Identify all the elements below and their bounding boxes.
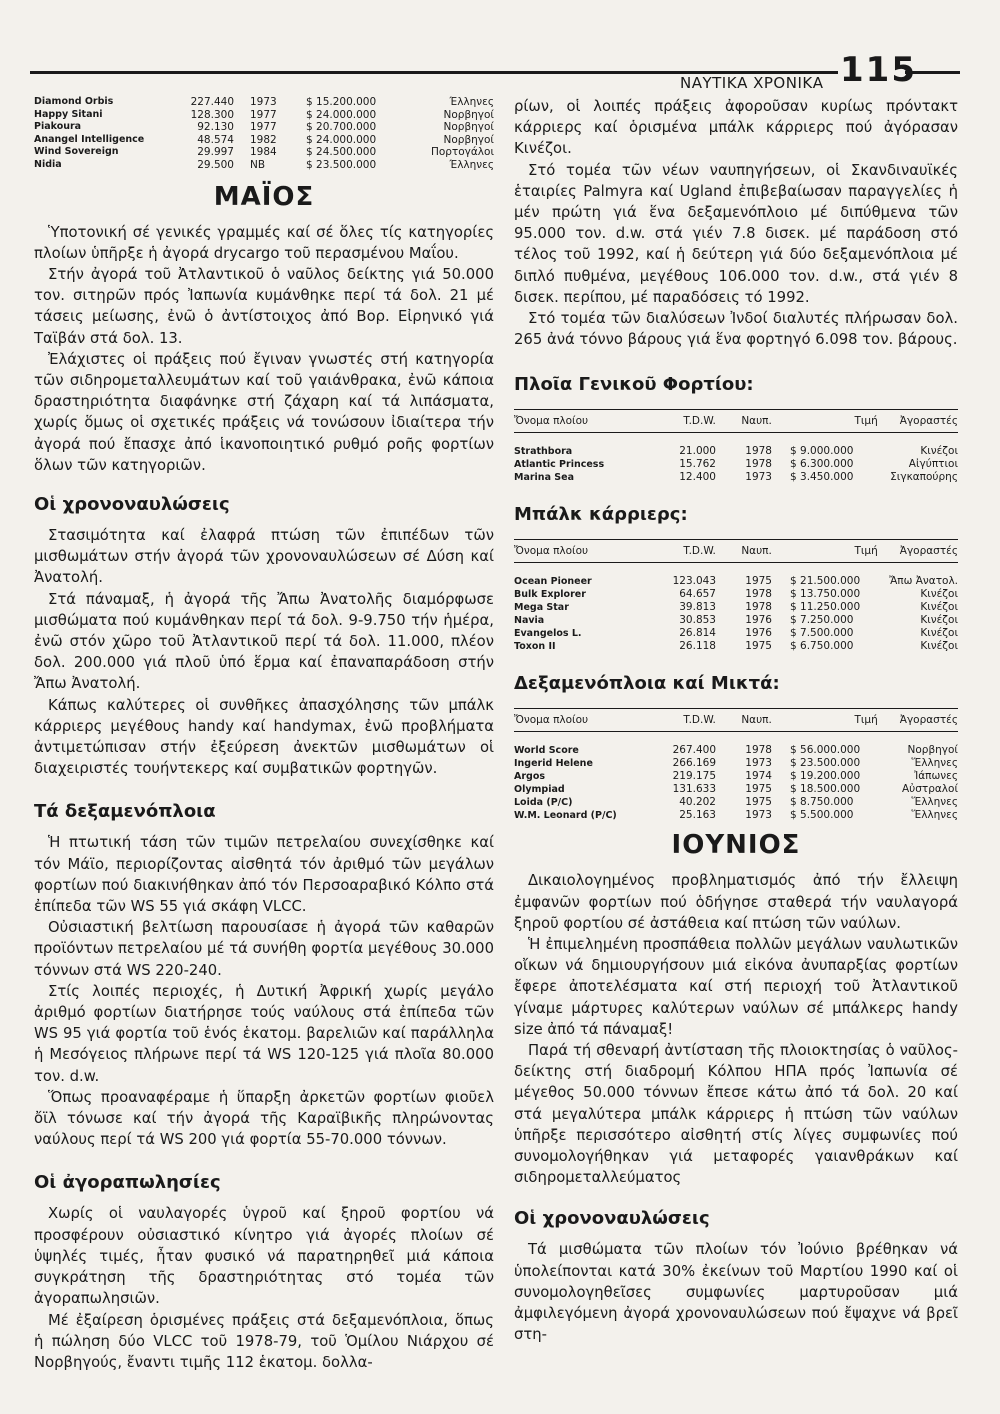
bulk-table bbox=[514, 539, 958, 653]
ship-name: W.M. Leonard (P/C) bbox=[514, 810, 617, 822]
ship-buyer: Νορβηγοί bbox=[907, 744, 958, 757]
paragraph: Ὅπως προαναφέραμε ἡ ὕπαρξη ἀρκετῶν φορτίων φιοῦελ ὄϊλ τόνωσε καί τήν ἀγορά τῆς Καραϊβικῆς πληρώνοντας ναύλους περί τά WS 200 γιά φορτία 55-70.000 τόννων. bbox=[34, 1088, 494, 1149]
ship-buyer: Κινέζοι bbox=[920, 445, 958, 458]
ship-dwt: 131.633 bbox=[672, 783, 716, 796]
page-number: 115 bbox=[840, 50, 917, 90]
top-sales-table bbox=[34, 96, 494, 172]
ship-buyer: Νορβηγοί bbox=[443, 133, 494, 146]
header-price: Τιμή bbox=[854, 415, 878, 428]
ship-year: 1973 bbox=[745, 809, 772, 822]
ship-price: $ 18.500.000 bbox=[790, 783, 861, 796]
ship-buyer: Έλληνες bbox=[449, 96, 494, 108]
table-row bbox=[514, 796, 958, 809]
header-price: Τιμή bbox=[854, 714, 878, 727]
ship-name: Toxon II bbox=[514, 641, 556, 653]
ship-price: $ 23.500.000 bbox=[306, 158, 377, 171]
ship-dwt: 128.300 bbox=[190, 108, 234, 121]
ship-buyer: Κινέζοι bbox=[920, 614, 958, 627]
ship-dwt: 267.400 bbox=[672, 744, 716, 757]
ship-buyer: Έλληνες bbox=[449, 158, 494, 171]
ship-name: Evangelos L. bbox=[514, 628, 582, 640]
tankers-heading: Τά δεξαμενόπλοια bbox=[34, 801, 216, 823]
ship-price: $ 13.750.000 bbox=[790, 588, 861, 601]
right-column bbox=[514, 96, 958, 1346]
ship-buyer: Κινέζοι bbox=[920, 601, 958, 614]
table-row bbox=[34, 121, 494, 134]
table-row bbox=[34, 109, 494, 122]
ship-dwt: 12.400 bbox=[679, 471, 716, 484]
ship-buyer: Ἕλληνες bbox=[911, 757, 958, 770]
table-row bbox=[514, 809, 958, 822]
ship-dwt: 26.118 bbox=[679, 640, 716, 653]
ship-name: Olympiad bbox=[514, 784, 565, 796]
header-name: Ὄνομα πλοίου bbox=[514, 545, 589, 558]
ship-price: $ 23.500.000 bbox=[790, 757, 861, 770]
ship-name: Nidia bbox=[34, 158, 62, 170]
ship-price: $ 19.200.000 bbox=[790, 770, 861, 783]
ship-buyer: Κινέζοι bbox=[920, 640, 958, 653]
paragraph: ρίων, οἱ λοιπές πράξεις ἀφοροῦσαν κυρίως πρόντακτ κάρριερς καί ὁρισμένα μπάλκ κάρριερς πού ἀγόρασαν Κινέζοι. bbox=[514, 98, 958, 158]
table-header bbox=[514, 539, 958, 563]
table-row bbox=[514, 588, 958, 601]
paragraph: Στό τομέα τῶν νέων ναυπηγήσεων, οἱ Σκανδιναυϊκές ἑταιρίες Palmyra καί Ugland ἐπιβεβαίωσαν παραγγελίες ἡ μέν πρώτη γιά ἕνα δεξαμενόπλοιο μέ διπύθμενα τῶν 95.000 τον. d.w. στά γιέν 7.8 δισεκ. μέ παράδοση στό τέλος τοῦ 1992, καί ἡ δεύτερη γιά δύο δεξαμενόπλοια μέ διπλό πυθμένα, μεγέθους 106.000 τον. d.w., στά γιέν 8 δισεκ. περίπου, μέ παραδόσεις τό 1992. bbox=[514, 161, 958, 306]
ship-year: 1984 bbox=[250, 146, 277, 159]
paragraph: Χωρίς οἱ ναυλαγορές ὑγροῦ καί ξηροῦ φορτίου νά προσφέρουν οὐσιαστικό κίνητρο γιά ἀγορές πλοίων σέ ὑψηλές τιμές, ἦταν φυσικό νά παρατηρηθεῖ μιά κάποια συγκράτηση τῆς δραστηριότητας στό τομέα τῶν ἀγοραπωλησιῶν. bbox=[34, 1205, 494, 1308]
sales-heading: Οἱ ἀγοραπωλησίες bbox=[34, 1172, 221, 1194]
paragraph: Δικαιολογημένος προβληματισμός ἀπό τήν ἔλλειψη ἐμφανῶν φορτίων πού ὁδήγησε σταθερά τήν ναυλαγορά ξηροῦ φορτίου σέ ἀστάθεια καί πτώση τῶν ναύλων. bbox=[514, 872, 958, 932]
ship-price: $ 24.000.000 bbox=[306, 133, 377, 146]
ship-dwt: 29.997 bbox=[197, 146, 234, 159]
ship-price: $ 24.000.000 bbox=[306, 108, 377, 121]
ship-year: 1973 bbox=[745, 757, 772, 770]
paragraph: Ἡ πτωτική τάση τῶν τιμῶν πετρελαίου συνεχίσθηκε καί τόν Μάϊο, περιορίζοντας αἰσθητά τόν ἀριθμό τῶν μεγάλων φορτίων πού διακινήθηκαν ἀπό τόν Περσοαραβικό Κόλπο στά ἐπίπεδα τῶν WS 55 γιά σκάφη VLCC. bbox=[34, 834, 494, 916]
table-row bbox=[514, 601, 958, 614]
paragraph: Κάπως καλύτερες οἱ συνθῆκες ἀπασχόλησης τῶν μπάλκ κάρριερς μεγέθους handy καί handymax, ἐνῶ προβλήματα ἀντιμετώπισαν στήν ἐξεύρεση ἀνεκτῶν μισθωμάτων οἱ διαχειριστές τουήντεκερς καί συμβατικῶν φορτηγῶν. bbox=[34, 696, 494, 778]
ship-price: $ 8.750.000 bbox=[790, 796, 854, 809]
ship-year: 1982 bbox=[250, 133, 277, 146]
ship-year: 1973 bbox=[745, 471, 772, 484]
ship-price: $ 6.300.000 bbox=[790, 458, 854, 471]
table-row bbox=[514, 744, 958, 757]
ship-buyer: Αὐστραλοί bbox=[901, 783, 958, 796]
ship-name: Happy Sitani bbox=[34, 108, 103, 120]
june-heading: ΙΟΥΝΙΟΣ bbox=[671, 830, 801, 861]
ship-buyer: Πορτογάλοι bbox=[430, 146, 494, 159]
ship-dwt: 25.163 bbox=[679, 809, 716, 822]
header-built: Ναυπ. bbox=[741, 415, 772, 428]
table-row bbox=[34, 134, 494, 147]
june-timecharter-heading: Οἱ χρονοναυλώσεις bbox=[514, 1208, 710, 1230]
ship-buyer: Ἕλληνες bbox=[911, 796, 958, 809]
ship-buyer: Ἰάπωνες bbox=[914, 770, 958, 783]
table-header bbox=[514, 708, 958, 732]
may-heading: ΜΑΪΟΣ bbox=[213, 181, 315, 212]
ship-year: 1975 bbox=[745, 640, 772, 653]
ship-price: $ 9.000.000 bbox=[790, 445, 854, 458]
june-section bbox=[514, 870, 958, 1188]
journal-title: ΝΑΥΤΙΚΑ ΧΡΟΝΙΚΑ bbox=[680, 74, 824, 92]
table-row bbox=[514, 627, 958, 640]
ship-dwt: 26.814 bbox=[679, 627, 716, 640]
ship-year: 1978 bbox=[745, 744, 772, 757]
ship-name: Ingerid Helene bbox=[514, 758, 593, 770]
table-row bbox=[514, 770, 958, 783]
header-name: Ὄνομα πλοίου bbox=[514, 714, 589, 727]
ship-name: Marina Sea bbox=[514, 472, 574, 484]
ship-price: $ 56.000.000 bbox=[790, 744, 861, 757]
ship-year: 1978 bbox=[745, 458, 772, 471]
paragraph: Ἡ ἐπιμελημένη προσπάθεια πολλῶν μεγάλων ναυλωτικῶν οἴκων νά δημιουργήσουν μιά εἰκόνα ἀνυπαρξίας φορτίων ἔφερε ἀποτελέσματα καί στή περιοχή τοῦ Ἀτλαντικοῦ γίναμε μάρτυρες καλύτερων ναύλων σέ μπάλκερς handy size ἀπό τά πάναμαξ! bbox=[514, 936, 958, 1038]
ship-dwt: 227.440 bbox=[190, 96, 234, 108]
ship-dwt: 266.169 bbox=[672, 757, 716, 770]
ship-price: $ 7.500.000 bbox=[790, 627, 854, 640]
paragraph: Στίς λοιπές περιοχές, ἡ Δυτική Ἀφρική χωρίς μεγάλο ἀριθμό φορτίων διατήρησε τούς ναύλους στά ἐπίπεδα τῶν WS 95 γιά φορτία τοῦ ἑνός ἑκατομ. βαρελιῶν καί παράλληλα ἡ Μεσόγειος πλήρωνε περί τά WS 120-125 γιά πλοῖα 80.000 τον. d.w. bbox=[34, 982, 494, 1085]
header-dwt: T.D.W. bbox=[683, 545, 716, 558]
tankers-section bbox=[34, 832, 494, 1150]
ship-dwt: 92.130 bbox=[197, 121, 234, 134]
table-header bbox=[514, 409, 958, 433]
ship-price: $ 3.450.000 bbox=[790, 471, 854, 484]
ship-name: Navia bbox=[514, 615, 545, 627]
table-row bbox=[514, 575, 958, 588]
ship-name: Loida (P/C) bbox=[514, 797, 573, 809]
tankers-mixed-table bbox=[514, 708, 958, 822]
ship-price: $ 21.500.000 bbox=[790, 575, 861, 588]
ship-price: $ 24.500.000 bbox=[306, 146, 377, 159]
ship-dwt: 39.813 bbox=[679, 601, 716, 614]
ship-year: 1977 bbox=[250, 108, 277, 121]
ship-buyer: Σιγκαπούρης bbox=[890, 471, 958, 484]
ship-name: Strathbora bbox=[514, 446, 573, 458]
ship-dwt: 15.762 bbox=[679, 458, 716, 471]
table-row bbox=[514, 640, 958, 653]
ship-dwt: 219.175 bbox=[672, 770, 716, 783]
ship-buyer: Κινέζοι bbox=[920, 588, 958, 601]
ship-price: $ 15.200.000 bbox=[306, 96, 377, 108]
header-built: Ναυπ. bbox=[741, 545, 772, 558]
ship-dwt: 48.574 bbox=[197, 133, 234, 146]
header-price: Τιμή bbox=[854, 545, 878, 558]
header-name: Ὄνομα πλοίου bbox=[514, 415, 589, 428]
ship-year: 1975 bbox=[745, 575, 772, 588]
ship-buyer: Νορβηγοί bbox=[443, 121, 494, 134]
ship-year: 1977 bbox=[250, 121, 277, 134]
paragraph: Τά μισθώματα τῶν πλοίων τόν Ἰούνιο βρέθηκαν νά ὑπολείπονται κατά 30% ἐκείνων τοῦ Μαρτίου 1990 καί οἱ συνομολογηθεῖσες συμφωνίες μαρτυροῦσαν μιά ἀμφιλεγόμενη ἀγορά χρονοναυλώσεων πού ἔψαχνε νά βρεῖ στη- bbox=[514, 1241, 958, 1344]
ship-year: 1973 bbox=[250, 96, 277, 108]
sales-section bbox=[34, 1203, 494, 1373]
ship-price: $ 5.500.000 bbox=[790, 809, 854, 822]
ship-year: 1978 bbox=[745, 601, 772, 614]
ship-dwt: 123.043 bbox=[672, 575, 716, 588]
ship-year: 1978 bbox=[745, 445, 772, 458]
header-dwt: T.D.W. bbox=[683, 714, 716, 727]
table-row bbox=[514, 458, 958, 471]
table-row bbox=[514, 757, 958, 770]
paragraph: Μέ ἐξαίρεση ὁρισμένες πράξεις στά δεξαμενόπλοια, ὅπως ἡ πώληση δύο VLCC τοῦ 1978-79, τοῦ Ὁμίλου Νιάρχου σέ Νορβηγούς, ἔναντι τιμῆς 112 ἑκατομ. δολλα- bbox=[34, 1311, 494, 1371]
ship-dwt: 64.657 bbox=[679, 588, 716, 601]
paragraph: Στό τομέα τῶν διαλύσεων Ἰνδοί διαλυτές πλήρωσαν δολ. 265 ἀνά τόννο βάρους γιά ἕνα φορτηγό 6.098 τον. βάρους. bbox=[514, 310, 958, 349]
ship-price: $ 7.250.000 bbox=[790, 614, 854, 627]
table-row bbox=[34, 146, 494, 159]
paragraph: Στήν ἀγορά τοῦ Ἀτλαντικοῦ ὁ ναῦλος δείκτης γιά 50.000 τον. σιτηρῶν πρός Ἰαπωνία κυμάνθηκε περί τά δολ. 21 μέ τάσεις μείωσης, ἐνῶ ὁ ἀντίστοιχος ἀπό Βορ. Εἰρηνικό γιά Ταϊβάν στά δολ. 13. bbox=[34, 265, 494, 347]
ship-buyer: Νορβηγοί bbox=[443, 108, 494, 121]
general-cargo-heading: Πλοῖα Γενικοῦ Φορτίου: bbox=[514, 374, 754, 396]
ship-buyer: Ἄπω Ἀνατολ. bbox=[889, 575, 958, 588]
ship-year: 1974 bbox=[745, 770, 772, 783]
paragraph: Στασιμότητα καί ἐλαφρά πτώση τῶν ἐπιπέδων τῶν μισθωμάτων στήν ἀγορά τῶν χρονοναυλώσεων σέ Δύση καί Ἀνατολή. bbox=[34, 527, 494, 587]
general-cargo-table bbox=[514, 409, 958, 484]
ship-dwt: 21.000 bbox=[679, 445, 716, 458]
ship-buyer: Αἰγύπτιοι bbox=[908, 458, 958, 471]
ship-name: Wind Sovereign bbox=[34, 146, 119, 158]
header-dwt: T.D.W. bbox=[683, 415, 716, 428]
may-section bbox=[34, 222, 494, 476]
ship-year: 1975 bbox=[745, 783, 772, 796]
table-row bbox=[514, 614, 958, 627]
ship-dwt: 40.202 bbox=[679, 796, 716, 809]
table-row bbox=[514, 471, 958, 484]
header-buyers: Ἀγοραστές bbox=[899, 415, 958, 428]
ship-name: Bulk Explorer bbox=[514, 589, 586, 601]
ship-dwt: 29.500 bbox=[197, 158, 234, 171]
table-row bbox=[514, 783, 958, 796]
intro-section bbox=[514, 96, 958, 350]
ship-year: 1976 bbox=[745, 614, 772, 627]
header-built: Ναυπ. bbox=[741, 714, 772, 727]
tankers-mixed-heading: Δεξαμενόπλοια καί Μικτά: bbox=[514, 673, 780, 695]
ship-name: Atlantic Princess bbox=[514, 459, 605, 471]
timecharter-heading: Οἱ χρονοναυλώσεις bbox=[34, 494, 230, 515]
june-timecharter-section bbox=[514, 1239, 958, 1345]
timecharter-section bbox=[34, 525, 494, 779]
ship-dwt: 30.853 bbox=[679, 614, 716, 627]
ship-name: Anangel Intelligence bbox=[34, 133, 145, 145]
ship-year: 1976 bbox=[745, 627, 772, 640]
ship-name: Argos bbox=[514, 771, 546, 783]
ship-buyer: Ἕλληνες bbox=[911, 809, 958, 822]
paragraph: Ὑποτονική σέ γενικές γραμμές καί σέ ὅλες τίς κατηγορίες πλοίων ὑπῆρξε ἡ ἀγορά drycargo τοῦ περασμένου Μαΐου. bbox=[34, 223, 494, 262]
ship-buyer: Κινέζοι bbox=[920, 627, 958, 640]
header-buyers: Ἀγοραστές bbox=[899, 545, 958, 558]
paragraph: Παρά τή σθεναρή ἀντίσταση τῆς πλοιοκτησίας ὁ ναῦλος- δείκτης στή διαδρομή Κόλπου ΗΠΑ πρός Ἰαπωνία σέ μέγεθος 50.000 τόννων ἔπεσε κάτω ἀπό τά δολ. 20 καί στά μεγαλύτερα μπάλκ κάρριερς ἡ πτώση τῶν ναύλων ὑπῆρξε περισσότερο αἰσθητή στίς λίγες συμφωνίες πού συνομολογήθηκαν γιά μεταφορές γαιανθράκων καί σιδηρομεταλλεύματος bbox=[514, 1042, 958, 1187]
ship-year: NB bbox=[250, 158, 266, 171]
header-buyers: Ἀγοραστές bbox=[899, 714, 958, 727]
table-row bbox=[514, 445, 958, 458]
ship-year: 1978 bbox=[745, 588, 772, 601]
paragraph: Οὐσιαστική βελτίωση παρουσίασε ἡ ἀγορά τῶν καθαρῶν προϊόντων πετρελαίου μέ τά συνήθη φορτία μεγέθους 30.000 τόννων στά WS 220-240. bbox=[34, 919, 494, 979]
ship-price: $ 11.250.000 bbox=[790, 601, 861, 614]
left-column bbox=[34, 96, 494, 1373]
ship-price: $ 20.700.000 bbox=[306, 121, 377, 134]
ship-name: World Score bbox=[514, 745, 579, 757]
ship-name: Piakoura bbox=[34, 121, 82, 133]
ship-year: 1975 bbox=[745, 796, 772, 809]
ship-name: Ocean Pioneer bbox=[514, 576, 592, 588]
bulk-heading: Μπάλκ κάρριερς: bbox=[514, 504, 688, 526]
paragraph: Στά πάναμαξ, ἡ ἀγορά τῆς Ἄπω Ἀνατολῆς διαμόρφωσε μισθώματα πού κυμάνθηκαν περί τά δολ. 9-9.750 τήν ἡμέρα, ἐνῶ στόν χῶρο τοῦ Ἀτλαντικοῦ περί τά δολ. 11.000, πλέον δολ. 200.000 γιά πλοῦ ὑπό ἕρμα καί ἐπαναπαράδοση στήν Ἄπω Ἀνατολή. bbox=[34, 590, 494, 693]
ship-name: Mega Star bbox=[514, 602, 569, 614]
table-row bbox=[34, 96, 494, 109]
ship-name: Diamond Orbis bbox=[34, 96, 114, 107]
table-row bbox=[34, 159, 494, 172]
paragraph: Ἐλάχιστες οἱ πράξεις πού ἔγιναν γνωστές στή κατηγορία τῶν σιδηρομεταλλευμάτων καί τοῦ γαιάνθρακα, ἐνῶ κάποια δραστηριότητα διαφάνηκε στή ζάχαρη καί τά λιπάσματα, χωρίς ὅμως οἱ σχετικές πράξεις νά τονώσουν ἰδιαίτερα τήν ἀγορά πού ἔπασχε ἀπό ἱκανοποιητικό ρυθμό ροῆς φορτίων ὅλων τῶν κατηγοριῶν. bbox=[34, 350, 494, 474]
ship-price: $ 6.750.000 bbox=[790, 640, 854, 653]
